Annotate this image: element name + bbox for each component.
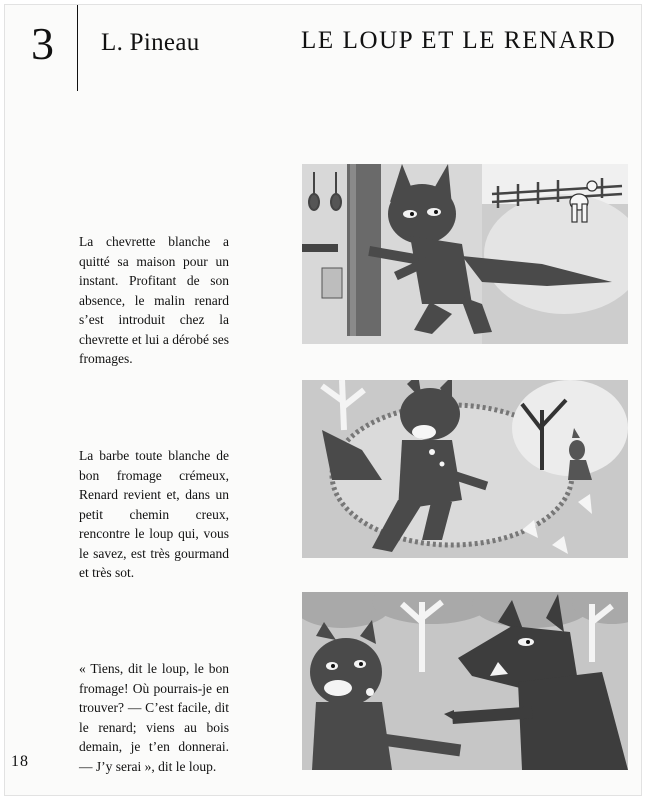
illustration-fox-with-cheese-art — [302, 380, 628, 558]
illustration-wolf-and-fox-art — [302, 592, 628, 770]
page-number: 18 — [11, 753, 29, 770]
illustration-fox-with-cheese — [302, 380, 628, 558]
header-divider — [77, 5, 78, 91]
illustration-fox-in-house-art — [302, 164, 628, 344]
chapter-number: 3 — [31, 18, 54, 69]
paragraph-2: La barbe toute blanche de bon fromage crémeux, Renard revient et, dans un petit chemin creux, rencontre le loup qui, vous le savez, est très gourmand et très sot. — [79, 448, 229, 580]
paragraph-1: La chevrette blanche a quitté sa maison pour un instant. Profitant de son absence, le malin renard s’est introduit chez la chevrette et lui a dérobé ses fromages. — [79, 234, 229, 366]
illustration-wolf-and-fox — [302, 592, 628, 770]
author-name: L. Pineau — [101, 29, 200, 56]
story-title: LE LOUP ET LE RENARD — [301, 27, 617, 54]
paragraph-3: « Tiens, dit le loup, le bon fromage! Où pourrais-je en trouver? — C’est facile, dit le renard; viens au bois demain, je t’en donnerai. — J’y serai », dit le loup. — [79, 661, 229, 774]
book-page — [4, 4, 642, 796]
illustration-fox-in-house — [302, 164, 628, 344]
